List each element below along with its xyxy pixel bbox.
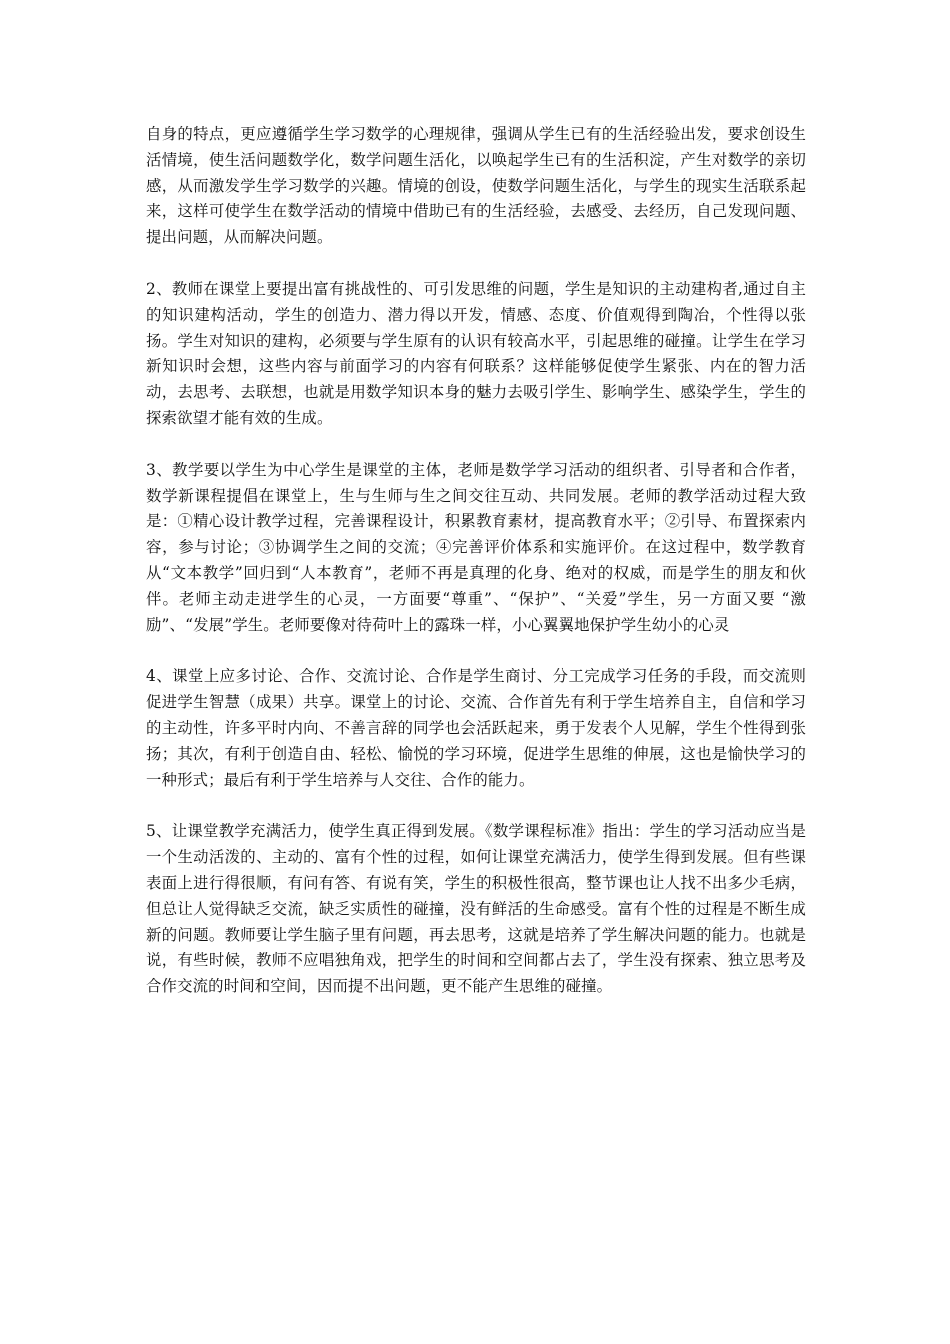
paragraph-3: 3、教学要以学生为中心学生是课堂的主体，老师是数学学习活动的组织者、引导者和合作者，数学新课程提倡在课堂上，生与生师与生之间交往互动、共同发展。老师的教学活动过程大致是：①精心设计教学过程，完善课程设计，积累教育素材，提高教育水平；②引导、布置探索内容，参与讨论；③协调学生之间的交流；④完善评价体系和实施评价。在这过程中，数学教育从“文本教学”回归到“人本教育”，老师不再是真理的化身、绝对的权威，而是学生的朋友和伙伴。老师主动走进学生的心灵，一方面要“尊重”、“保护”、“关爱”学生，另一方面又要 “激励”、“发展”学生。老师要像对待荷叶上的露珠一样，小心翼翼地保护学生幼小的心灵	[146, 460, 806, 634]
paragraph-4: 4、课堂上应多讨论、合作、交流讨论、合作是学生商讨、分工完成学习任务的手段，而交流则促进学生智慧（成果）共享。课堂上的讨论、交流、合作首先有利于学生培养自主，自信和学习的主动性，许多平时内向、不善言辞的同学也会活跃起来，勇于发表个人见解，学生个性得到张扬；其次，有利于创造自由、轻松、愉悦的学习环境，促进学生思维的伸展，这也是愉快学习的一种形式；最后有利于学生培养与人交往、合作的能力。	[146, 667, 806, 789]
paragraph-2: 2、教师在课堂上要提出富有挑战性的、可引发思维的问题，学生是知识的主动建构者,通过自主的知识建构活动，学生的创造力、潜力得以开发，情感、态度、价值观得到陶冶，个性得以张扬。学生对知识的建构，必须要与学生原有的认识有较高水平，引起思维的碰撞。让学生在学习新知识时会想，这些内容与前面学习的内容有何联系？这样能够促使学生紧张、内在的智力活动，去思考、去联想，也就是用数学知识本身的魅力去吸引学生、影响学生、感染学生，学生的探索欲望才能有效的生成。	[146, 279, 806, 427]
paragraph-continuation: 自身的特点，更应遵循学生学习数学的心理规律，强调从学生已有的生活经验出发，要求创设生活情境，使生活问题数学化，数学问题生活化，以唤起学生已有的生活积淀，产生对数学的亲切感，从而激发学生学习数学的兴趣。情境的创设，使数学问题生活化，与学生的现实生活联系起来，这样可使学生在数学活动的情境中借助已有的生活经验，去感受、去经历，自己发现问题、提出问题，从而解决问题。	[146, 125, 806, 247]
paragraph-5: 5、让课堂教学充满活力，使学生真正得到发展。《数学课程标准》指出：学生的学习活动应当是一个生动活泼的、主动的、富有个性的过程，如何让课堂充满活力，使学生得到发展。但有些课表面上进行得很顺，有问有答、有说有笑，学生的积极性很高，整节课也让人找不出多少毛病，但总让人觉得缺乏交流，缺乏实质性的碰撞，没有鲜活的生命感受。富有个性的过程是不断生成新的问题。教师要让学生脑子里有问题，再去思考，这就是培养了学生解决问题的能力。也就是说，有些时候，教师不应唱独角戏，把学生的时间和空间都占去了，学生没有探索、独立思考及合作交流的时间和空间，因而提不出问题，更不能产生思维的碰撞。	[146, 822, 806, 996]
document-page	[146, 122, 806, 1026]
